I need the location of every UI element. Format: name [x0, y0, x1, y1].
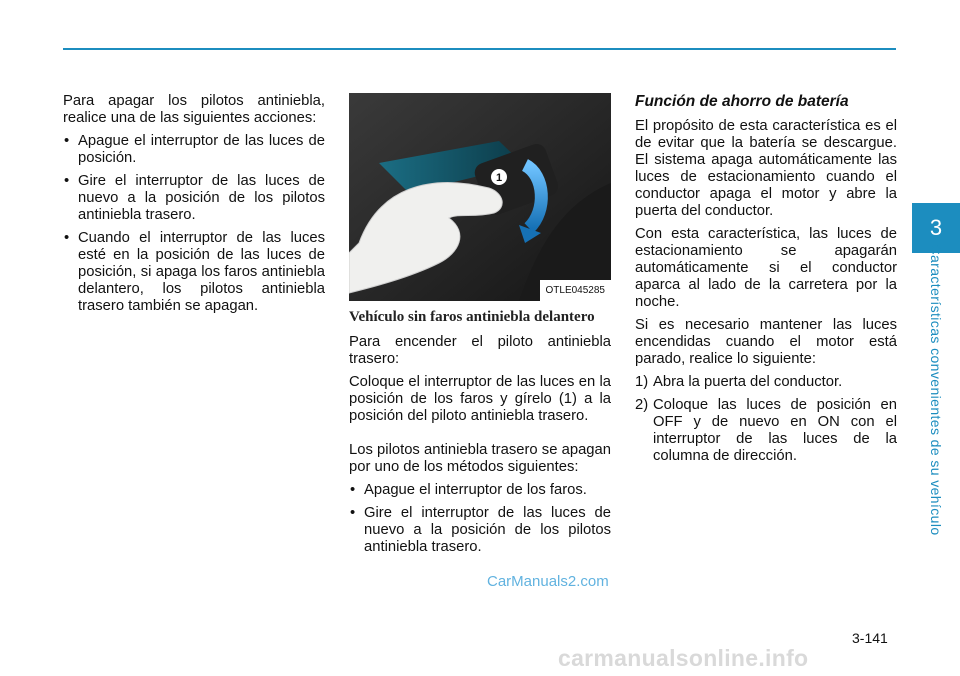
- light-switch-figure: [349, 93, 611, 301]
- paragraph: Si es necesario mantener las luces encendidas cuando el motor está parado, realice lo siguiente:: [635, 317, 897, 367]
- step-text: Abra la puerta del conductor.: [653, 374, 843, 390]
- list-item: • Gire el interruptor de las luces de nuevo a la posición de los pilotos antiniebla trasero.: [63, 173, 325, 224]
- column-middle: [349, 93, 611, 562]
- paragraph: Con esta característica, las luces de estacionamiento se apagarán automáticamente si el conductor aparca al lado de la carretera por la noche.: [635, 226, 897, 310]
- list-item: • Gire el interruptor de las luces de nuevo a la posición de los pilotos antiniebla trasero.: [349, 505, 611, 556]
- paragraph: Los pilotos antiniebla trasero se apagan por uno de los métodos siguientes:: [349, 442, 611, 475]
- list-item: • Cuando el interruptor de las luces esté en la posición de las luces de posición, si apaga los faros antiniebla delantero, los pilotos antiniebla trasero también se apagan.: [63, 230, 325, 315]
- list-item: • Apague el interruptor de las luces de posición.: [63, 133, 325, 167]
- step-number: 2): [635, 397, 649, 413]
- list-item: [635, 374, 897, 391]
- light-switch-illustration: [349, 93, 611, 301]
- steps-list: [635, 374, 897, 465]
- column-left: [63, 93, 325, 321]
- fog-off-list: [63, 133, 325, 315]
- marker-1-label: 1: [495, 172, 503, 184]
- watermark-bottom: carmanualsonline.info: [558, 645, 809, 671]
- paragraph: Coloque el interruptor de las luces en la posición de los faros y gírelo (1) a la posición del piloto antiniebla trasero.: [349, 374, 611, 424]
- list-item: • Apague el interruptor de los faros.: [349, 482, 611, 499]
- page-number: 3-141: [852, 630, 888, 646]
- section-subheading: Vehículo sin faros antiniebla delantero: [349, 309, 595, 325]
- section-heading: Función de ahorro de batería: [635, 93, 849, 110]
- paragraph: Para encender el piloto antiniebla trasero:: [349, 334, 611, 367]
- column-right: [635, 93, 897, 471]
- step-text: Coloque las luces de posición en OFF y de nuevo en ON con el interruptor de las luces de la columna de dirección.: [653, 397, 897, 464]
- list-item: [635, 397, 897, 465]
- rear-fog-off-list: [349, 482, 611, 556]
- intro-paragraph: Para apagar los pilotos antiniebla, realice una de las siguientes acciones:: [63, 93, 325, 126]
- watermark-inline: CarManuals2.com: [487, 573, 609, 590]
- step-number: 1): [635, 374, 649, 390]
- figure-code: OTLE045285: [540, 280, 612, 301]
- paragraph: El propósito de esta característica es el de evitar que la batería se descargue. El sistema apaga automáticamente las luces de estacionamiento cuando el conductor apaga el motor y abre la puerta del conductor.: [635, 118, 897, 219]
- chapter-title: Características convenientes de su vehículo: [928, 244, 944, 536]
- chapter-tab: 3: [912, 203, 960, 253]
- header-rule: [63, 48, 896, 50]
